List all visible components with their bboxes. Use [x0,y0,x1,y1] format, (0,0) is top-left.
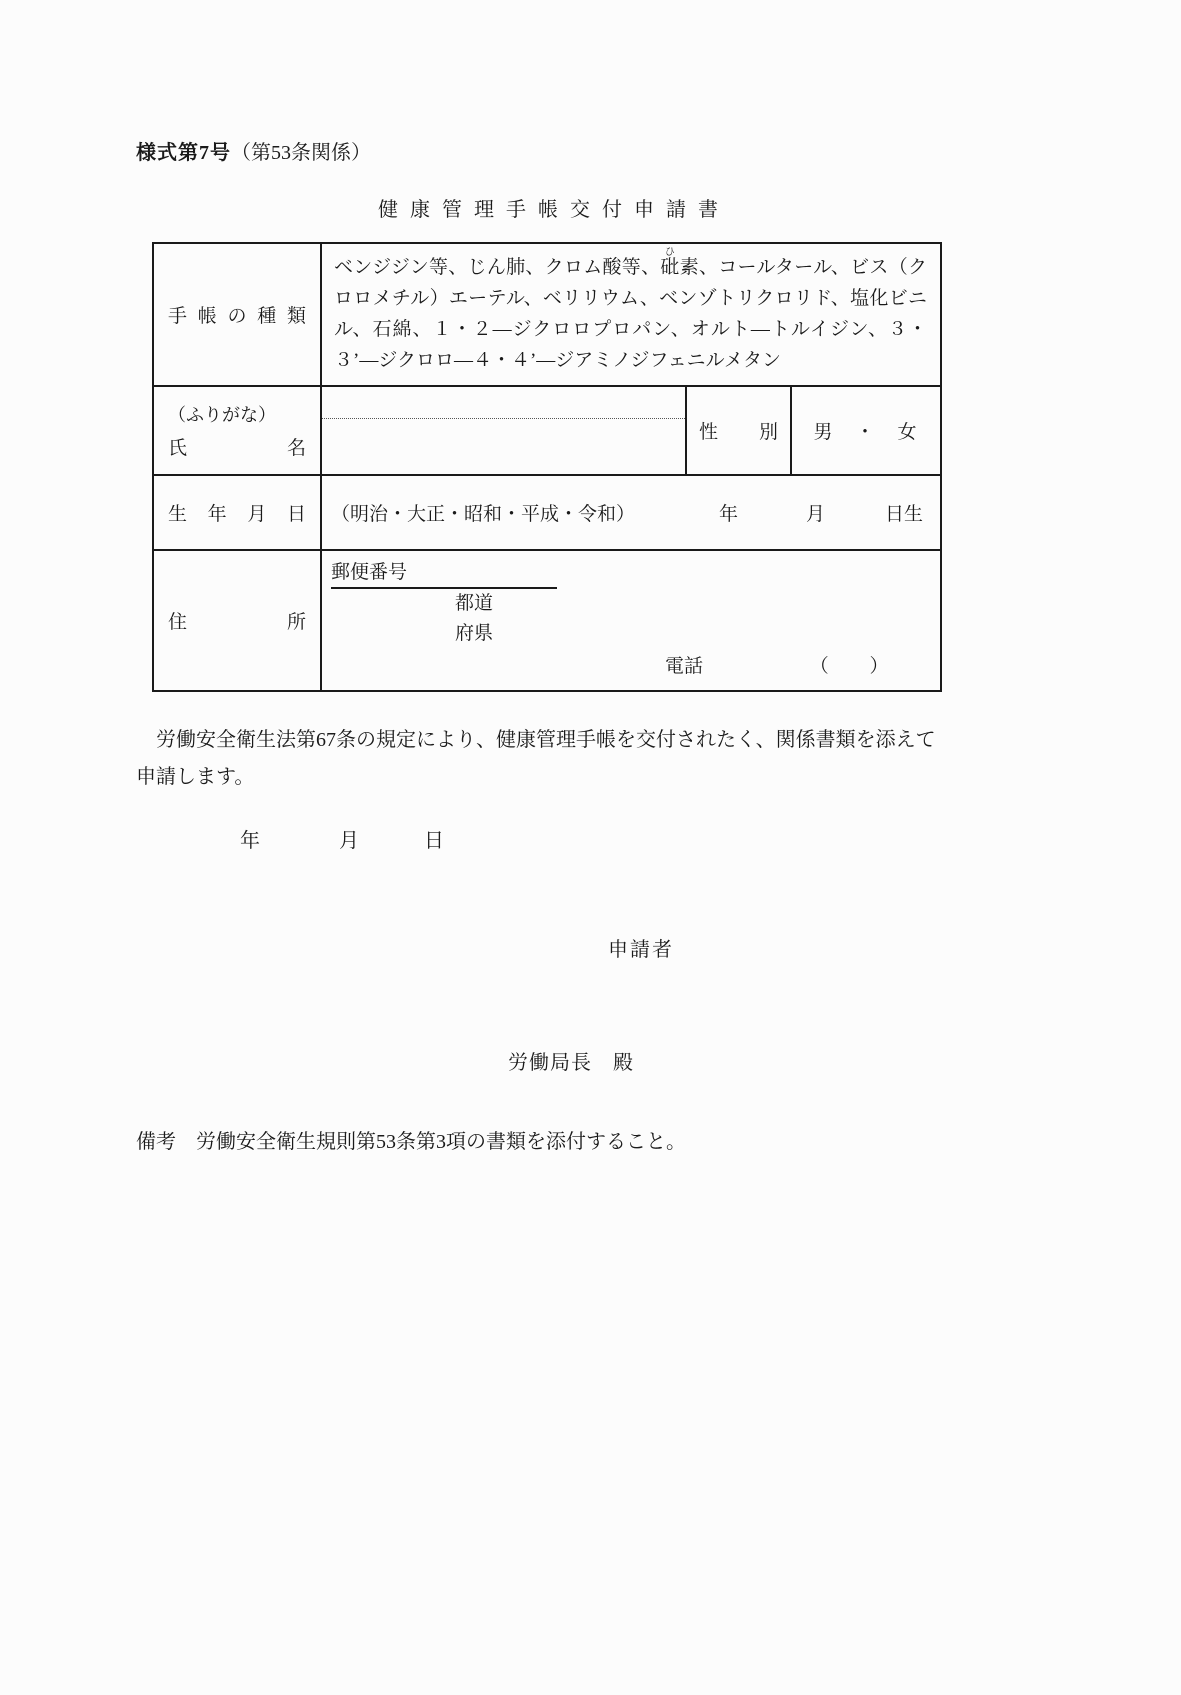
prefecture-line1: 都道 [455,593,494,614]
birth-year-label: 年 [719,504,739,525]
ruby-base: 砒 [660,257,680,278]
postal-code-label: 郵便番号 [331,562,408,583]
form-relation: （第53条関係） [231,142,371,164]
document-content [136,136,960,1154]
furigana-label: （ふりがな） [168,405,276,425]
handbook-type-label-cell [154,244,322,385]
remarks-text: 労働安全衛生規則第53条第3項の書類を添付すること。 [196,1131,686,1153]
birth-month-label: 月 [806,504,826,525]
sex-label: 性別 [699,422,778,443]
address-row [154,549,940,690]
address-label: 住所 [168,612,306,633]
statement-line2: 申請します。 [136,766,255,788]
applicant-label: 申請者 [608,939,674,961]
handbook-types-part1: ベンジジン等、じん肺、クロム酸等、 [334,257,661,278]
statement-line1: 労働安全衛生法第67条の規定により、健康管理手帳を交付されたく、関係書類を添えて [136,729,936,751]
date-day-label: 日 [424,830,444,852]
name-entry-cell [322,387,687,474]
birthdate-label-cell [154,476,322,549]
birthdate-row [154,474,940,549]
telephone-paren-open: （ [809,656,829,677]
name-label: 氏名 [168,438,306,459]
remarks-label: 備考 [136,1131,176,1153]
birthdate-label: 生年月日 [168,504,306,525]
postal-code-field [331,557,557,589]
sex-label-cell [687,387,792,474]
birthdate-entry-cell [322,476,940,549]
telephone-paren-close: ） [869,656,889,677]
handbook-type-row [154,244,940,385]
address-entry-cell [322,551,940,690]
sex-options: 男 ・ 女 [813,422,919,443]
prefecture-label [455,589,493,649]
name-entry-area [322,419,685,474]
prefecture-line2: 府県 [455,623,494,644]
handbook-types-part2: 素、コールタール、ビス（クロロメチル）エーテル、ベリリウム、ベンゾトリクロリド、塩化ビニル、石綿、１・２―ジクロロプロパン、オルト―トルイジン、３・３’―ジクロロ―４・４’―ジアミノジフェニルメタン [334,257,927,371]
handbook-type-label: 手帳の種類 [168,306,306,327]
date-year-label: 年 [240,830,260,852]
date-month-label: 月 [339,830,359,852]
telephone-label: 電話 [665,656,704,677]
form-number: 様式第7号 [136,142,231,164]
furigana-entry-area [322,387,685,419]
name-row [154,385,940,474]
remarks-line [136,1125,960,1154]
addressee-line: 労働局長 殿 [508,1052,634,1074]
application-table [152,242,942,692]
application-date-line [136,824,960,853]
era-options: （明治・大正・昭和・平成・令和） [331,504,636,525]
birth-day-label: 日生 [885,504,924,525]
form-number-line [136,136,960,165]
address-label-cell [154,551,322,690]
telephone-field [665,651,889,678]
ruby-hiso [660,247,680,278]
ruby-furigana: ひ [660,247,680,258]
application-statement [136,722,960,796]
document-title: 健康管理手帳交付申請書 [378,199,730,221]
handbook-type-list [322,244,940,385]
name-label-cell [154,387,322,474]
